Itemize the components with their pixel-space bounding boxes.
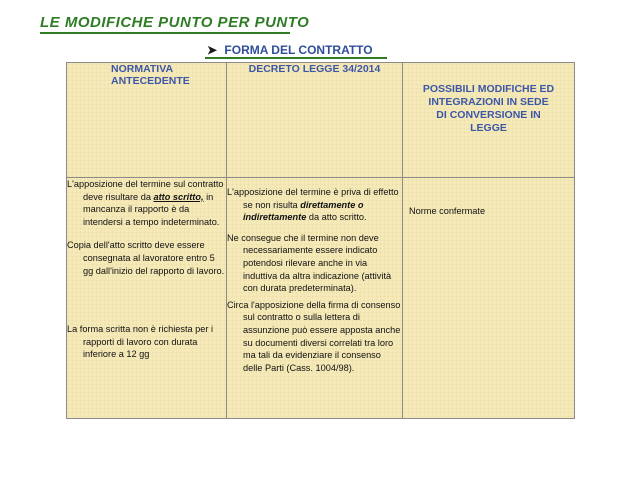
page-title: LE MODIFICHE PUNTO PER PUNTO [40,14,310,31]
header-col1-line2: ANTECEDENTE [111,75,190,87]
comparison-table [66,62,575,419]
col2-paragraph-2: Ne consegue che il termine non deve necessariamente essere indicato potendosi rilevare anche in via induttiva da altra indicazione (attività con durata predeterminata). [227,232,392,294]
header-col3-line4: LEGGE [470,122,507,134]
header-col3-line1: POSSIBILI MODIFICHE ED [422,83,555,95]
header-col2-text: DECRETO LEGGE 34/2014 [248,63,381,75]
section-subtitle [207,43,373,57]
norme-confermate-text: Norme confermate [409,206,486,216]
col1-paragraph-3: La forma scritta non è richiesta per i rapporti di lavoro con durata inferiore a 12 gg [67,324,214,360]
subtitle-underline [205,57,387,59]
header-col3-line2: INTEGRAZIONI IN SEDE [428,96,549,108]
col2-paragraph-3: Circa l'apposizione della firma di consenso sul contratto o sulla lettera di assunzione può essere apposta anche su documenti diversi correlati tra loro ma tali da evidenziare il consenso delle Parti (Cass. 1004/98). [227,299,401,373]
cell-possibili-modifiche [403,178,575,419]
col1-paragraph-1 [67,178,226,228]
title-underline [40,32,290,34]
header-col1-line1: NORMATIVA [111,63,174,75]
col1-p1-text-before: L'apposizione del termine sul contratto deve risultare da [67,179,224,202]
cell-normativa-antecedente [67,178,227,419]
arrow-bullet-icon: ➤ [207,43,218,57]
col1-p1-text-after: in mancanza il rapporto è da intendersi a tempo indeterminato. [83,191,220,227]
table-header-row [67,63,575,178]
col2-p1-emphasis: direttamente o indirettamente [243,199,364,223]
header-possibili-modifiche [403,63,575,178]
table-row [67,178,575,419]
cell-decreto-legge [227,178,403,419]
col2-paragraph-1 [227,186,402,224]
col2-p1-text-after: da atto scritto. [306,212,367,223]
header-col3-line3: DI CONVERSIONE IN [436,109,541,121]
header-decreto-legge [227,63,403,178]
col1-p1-emphasis: atto scritto, [153,191,204,202]
col2-p1-text-before: L'apposizione del termine è priva di effetto se non risulta [227,187,399,210]
subtitle-text: FORMA DEL CONTRATTO [224,43,373,57]
col1-paragraph-2: Copia dell'atto scritto deve essere consegnata al lavoratore entro 5 gg dall'inizio del rapporto di lavoro. [67,240,225,276]
header-normativa-antecedente [67,63,227,178]
